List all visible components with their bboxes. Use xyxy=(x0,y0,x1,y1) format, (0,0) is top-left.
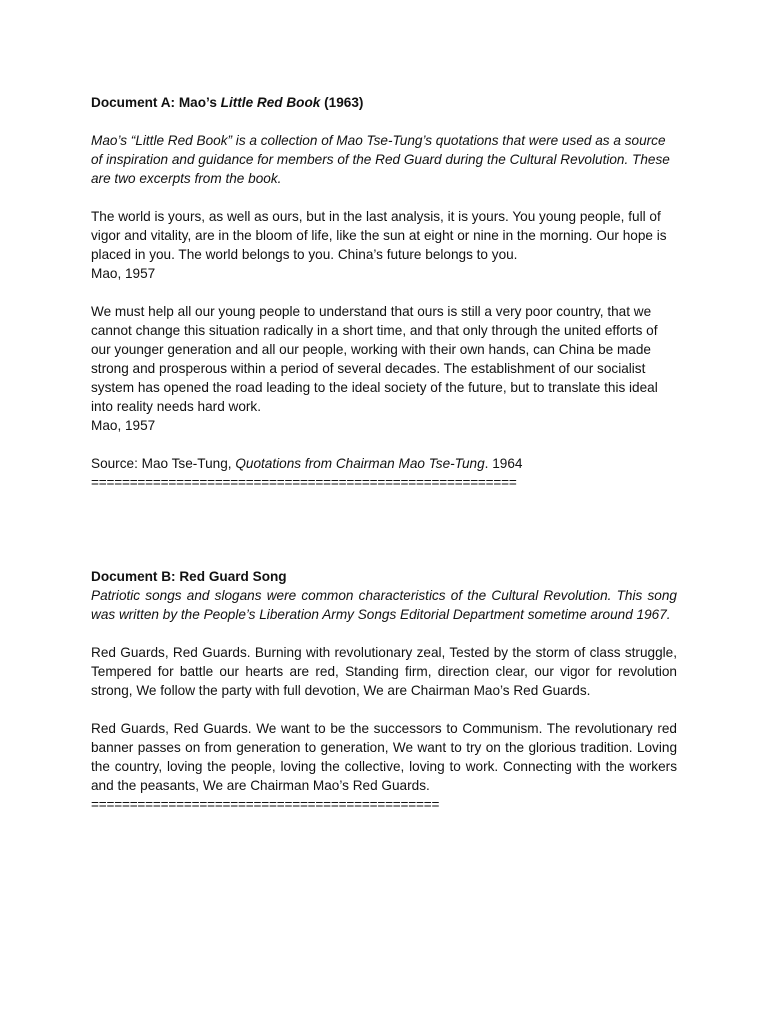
document-a-excerpt-2: We must help all our young people to understand that ours is still a very poor country, that we cannot change this situation radically in a short time, and that only through the united efforts of our younger generation and all our people, working with their own hands, can China be made strong and prosperous within a period of several decades. The establishment of our socialist system has opened the road leading to the ideal society of the future, but to translate this ideal into reality needs hard work. xyxy=(91,304,658,414)
document-b-heading: Document B: Red Guard Song xyxy=(91,569,287,584)
document-a-excerpt-1-attribution: Mao, 1957 xyxy=(91,266,156,281)
document-b-verse-1: Red Guards, Red Guards. Burning with revolutionary zeal, Tested by the storm of class struggle, Tempered for battle our hearts are red, Standing firm, direction clear, our vigor for revolution strong, We follow the party with full devotion, We are Chairman Mao’s Red Guards. xyxy=(91,645,677,698)
document-a-source xyxy=(91,454,677,473)
document-a-heading xyxy=(91,93,677,112)
document-a-heading-suffix: (1963) xyxy=(320,95,364,110)
document-a-source-title: Quotations from Chairman Mao Tse-Tung xyxy=(235,456,485,471)
document-b-section xyxy=(91,567,677,814)
document-a-divider: ======================================================= xyxy=(91,475,517,490)
document-a-excerpt-2-attribution: Mao, 1957 xyxy=(91,418,156,433)
document-a-source-prefix: Source: Mao Tse-Tung, xyxy=(91,456,236,471)
document-b-divider: ============================================= xyxy=(91,797,440,812)
document-page xyxy=(91,93,677,814)
document-a-section xyxy=(91,93,677,492)
document-a-heading-prefix: Document A: Mao’s xyxy=(91,95,221,110)
document-b-intro: Patriotic songs and slogans were common characteristics of the Cultural Revolution. This song was written by the People’s Liberation Army Songs Editorial Department sometime around 1967. xyxy=(91,588,677,622)
document-a-source-suffix: . 1964 xyxy=(484,456,523,471)
document-a-excerpt-1: The world is yours, as well as ours, but in the last analysis, it is yours. You young people, full of vigor and vitality, are in the bloom of life, like the sun at eight or nine in the morning. Our hope is placed in you. The world belongs to you. China’s future belongs to you. xyxy=(91,209,667,262)
document-a-intro: Mao’s “Little Red Book” is a collection of Mao Tse-Tung’s quotations that were used as a source of inspiration and guidance for members of the Red Guard during the Cultural Revolution. These are two excerpts from the book. xyxy=(91,133,670,186)
document-b-verse-2: Red Guards, Red Guards. We want to be the successors to Communism. The revolutionary red banner passes on from generation to generation, We want to try on the glorious tradition. Loving the country, loving the people, loving the collective, loving to work. Connecting with the workers and the peasants, We are Chairman Mao’s Red Guards. xyxy=(91,721,677,793)
document-a-heading-title: Little Red Book xyxy=(220,95,321,110)
